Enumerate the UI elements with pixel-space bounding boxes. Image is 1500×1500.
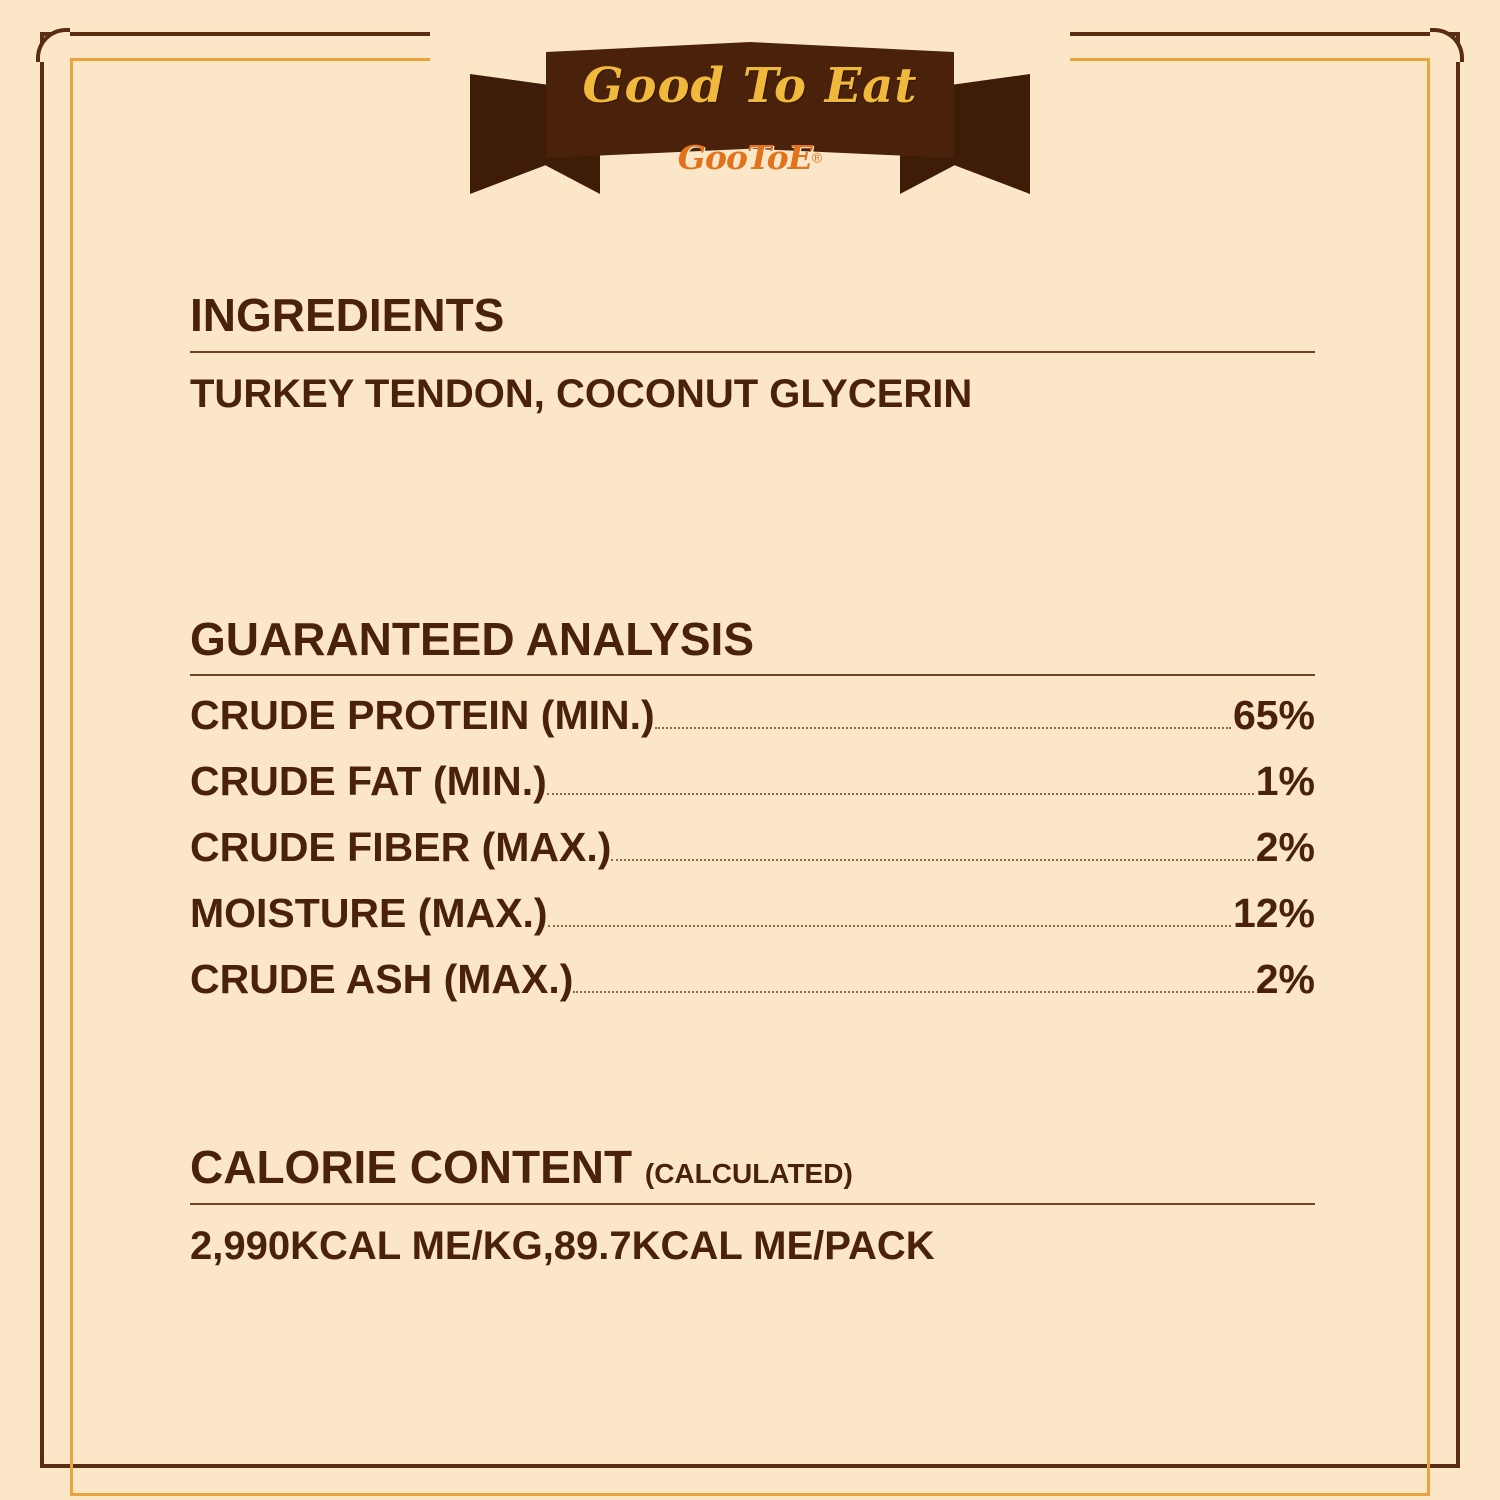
calorie-content-section [190, 1142, 1315, 1271]
spacer-analysis-calories [190, 1022, 1315, 1142]
analysis-label: CRUDE PROTEIN (MIN.) [190, 692, 655, 739]
analysis-leader-dots [548, 924, 1231, 927]
analysis-row [190, 824, 1315, 871]
calorie-content-text: 2,990KCAL ME/KG,89.7KCAL ME/PACK [190, 1223, 935, 1268]
analysis-label: MOISTURE (MAX.) [190, 890, 548, 937]
brand-ribbon [470, 38, 1030, 208]
analysis-leader-dots [611, 858, 1253, 861]
analysis-value: 2% [1255, 956, 1315, 1003]
analysis-value: 1% [1255, 758, 1315, 805]
analysis-value: 65% [1232, 692, 1315, 739]
calorie-content-heading [190, 1142, 1315, 1193]
calorie-content-heading-main: CALORIE CONTENT [190, 1141, 633, 1194]
analysis-label: CRUDE FIBER (MAX.) [190, 824, 612, 871]
brand-logo [470, 138, 1030, 177]
calorie-content-heading-note: (CALCULATED) [644, 1158, 853, 1190]
ingredients-section [190, 290, 1315, 419]
spacer-ingredients-analysis [190, 429, 1315, 614]
ingredients-heading: INGREDIENTS [190, 289, 505, 341]
registered-trademark-icon: ® [811, 149, 823, 166]
ingredients-divider [190, 351, 1315, 353]
analysis-row [190, 758, 1315, 805]
analysis-label: CRUDE ASH (MAX.) [190, 956, 574, 1003]
analysis-row [190, 692, 1315, 739]
analysis-label: CRUDE FAT (MIN.) [190, 758, 547, 805]
analysis-leader-dots [547, 792, 1254, 795]
analysis-leader-dots [573, 990, 1253, 993]
guaranteed-analysis-section [190, 614, 1315, 1004]
guaranteed-analysis-rows [190, 692, 1315, 1003]
analysis-leader-dots [655, 726, 1231, 729]
calorie-content-divider [190, 1203, 1315, 1205]
label-content [190, 290, 1315, 1281]
analysis-value: 12% [1232, 890, 1315, 937]
ribbon-title: Good To Eat [582, 58, 918, 114]
analysis-row [190, 956, 1315, 1003]
analysis-row [190, 890, 1315, 937]
brand-logo-text: GooToE [677, 138, 812, 177]
guaranteed-analysis-heading: GUARANTEED ANALYSIS [190, 612, 754, 665]
analysis-value: 2% [1255, 824, 1315, 871]
ingredients-text: TURKEY TENDON, COCONUT GLYCERIN [190, 371, 973, 416]
guaranteed-analysis-divider [190, 674, 1315, 676]
